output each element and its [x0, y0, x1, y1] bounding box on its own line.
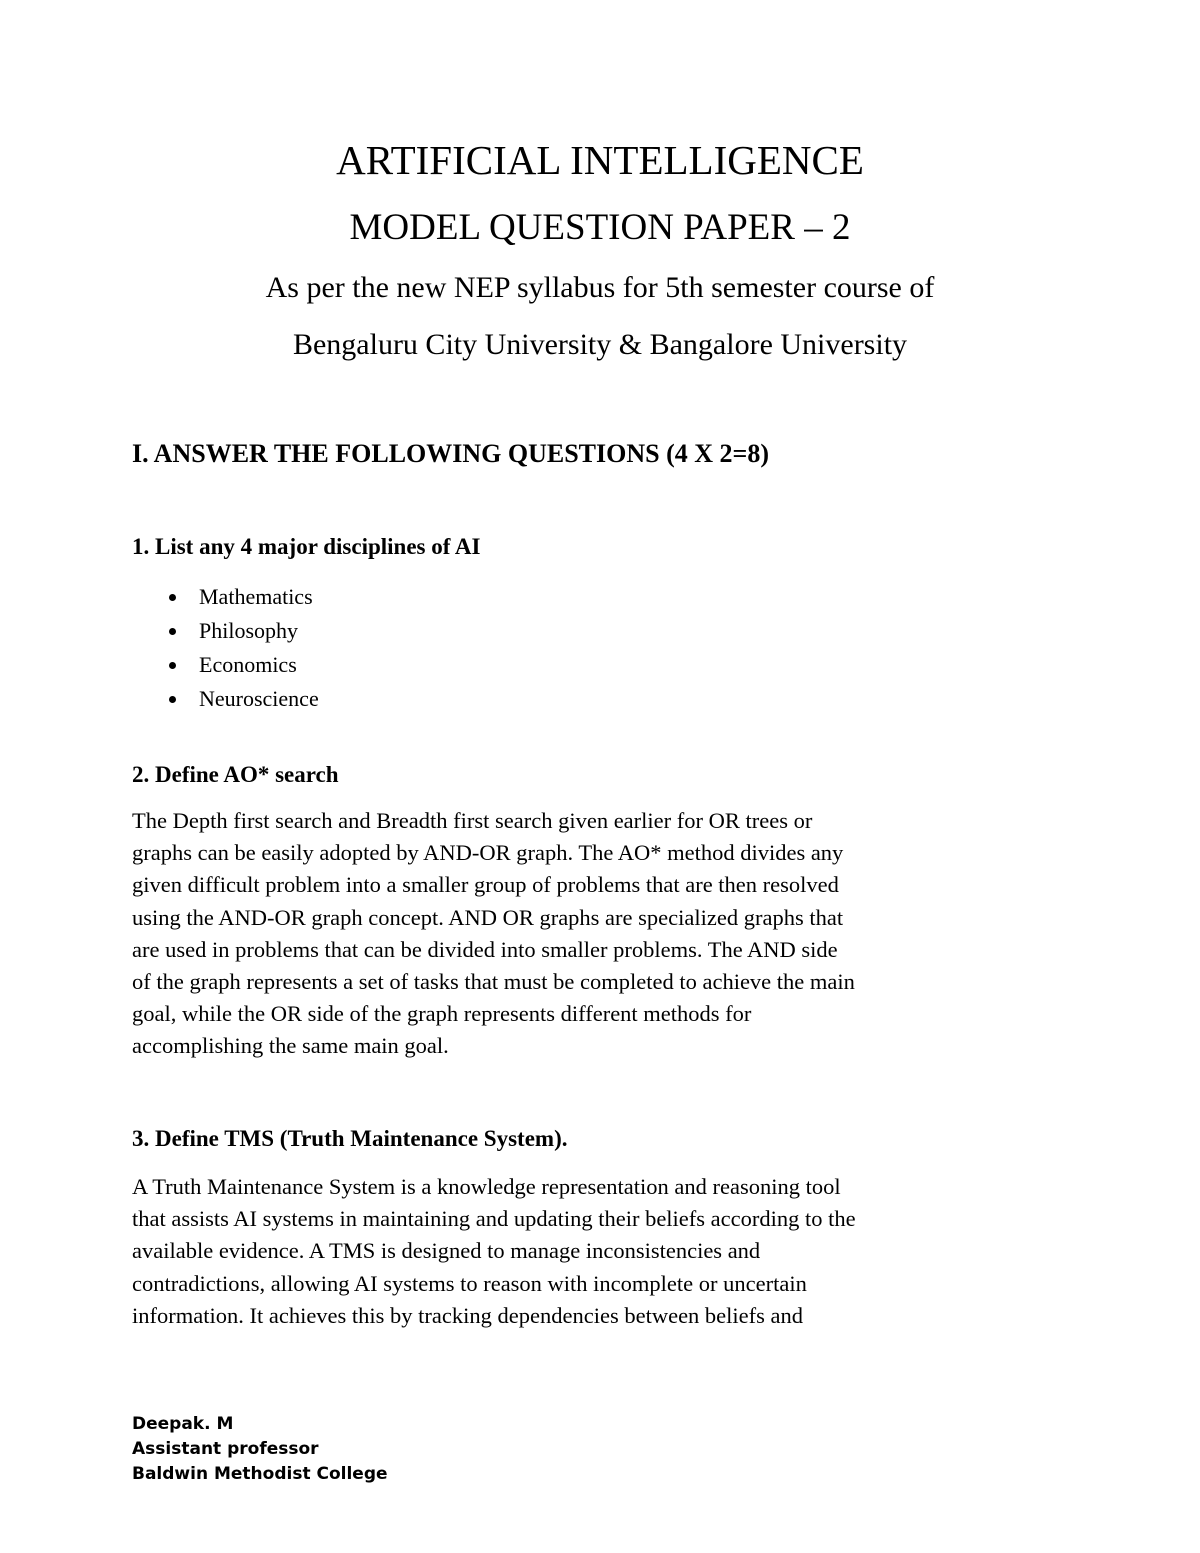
bullet-icon	[169, 628, 176, 635]
list-item	[165, 682, 319, 716]
syllabus-line-2: Bengaluru City University & Bangalore University	[292, 328, 908, 361]
list-item-text: Philosophy	[199, 618, 299, 643]
question-3-heading: 3. Define TMS (Truth Maintenance System).	[132, 1126, 568, 1151]
answer-line: information. It achieves this by tracking dependencies between beliefs and	[132, 1302, 804, 1328]
question-3-answer	[132, 1171, 992, 1332]
answer-line: are used in problems that can be divided into smaller problems. The AND side	[132, 936, 838, 962]
bullet-icon	[169, 696, 176, 703]
question-2-heading: 2. Define AO* search	[132, 762, 339, 787]
list-item-text: Neuroscience	[199, 686, 319, 711]
bullet-icon	[169, 594, 176, 601]
answer-line: given difficult problem into a smaller group of problems that are then resolved	[132, 872, 839, 898]
question-2-answer	[132, 805, 992, 1063]
section-heading: I. ANSWER THE FOLLOWING QUESTIONS (4 X 2=8)	[132, 439, 770, 468]
answer-line: contradictions, allowing AI systems to reason with incomplete or uncertain	[132, 1270, 807, 1296]
answer-line: using the AND-OR graph concept. AND OR graphs are specialized graphs that	[132, 904, 844, 930]
document-title: ARTIFICIAL INTELLIGENCE	[336, 137, 864, 183]
answer-line: of the graph represents a set of tasks that must be completed to achieve the main	[132, 969, 855, 995]
answer-line: graphs can be easily adopted by AND-OR graph. The AO* method divides any	[132, 840, 844, 866]
document-subtitle: MODEL QUESTION PAPER – 2	[349, 207, 851, 248]
list-item	[165, 648, 319, 682]
answer-line: goal, while the OR side of the graph represents different methods for	[132, 1001, 752, 1027]
bullet-icon	[169, 662, 176, 669]
answer-line: A Truth Maintenance System is a knowledge representation and reasoning tool	[132, 1174, 841, 1199]
footer-author-role: Assistant professor	[132, 1439, 319, 1459]
question-1-list	[165, 580, 319, 716]
page-footer	[132, 1412, 388, 1487]
footer-institution: Baldwin Methodist College	[132, 1464, 388, 1484]
list-item-text: Mathematics	[199, 584, 313, 609]
list-item	[165, 614, 319, 648]
answer-line: available evidence. A TMS is designed to manage inconsistencies and	[132, 1238, 761, 1264]
list-item-text: Economics	[199, 652, 297, 677]
question-1-heading: 1. List any 4 major disciplines of AI	[132, 534, 481, 559]
syllabus-line-1: As per the new NEP syllabus for 5th semester course of	[265, 271, 935, 304]
answer-line: accomplishing the same main goal.	[132, 1033, 449, 1059]
answer-line: that assists AI systems in maintaining and updating their beliefs according to the	[132, 1206, 856, 1232]
list-item	[165, 580, 319, 614]
footer-author-name: Deepak. M	[132, 1414, 234, 1434]
answer-line: The Depth first search and Breadth first search given earlier for OR trees or	[132, 808, 813, 833]
